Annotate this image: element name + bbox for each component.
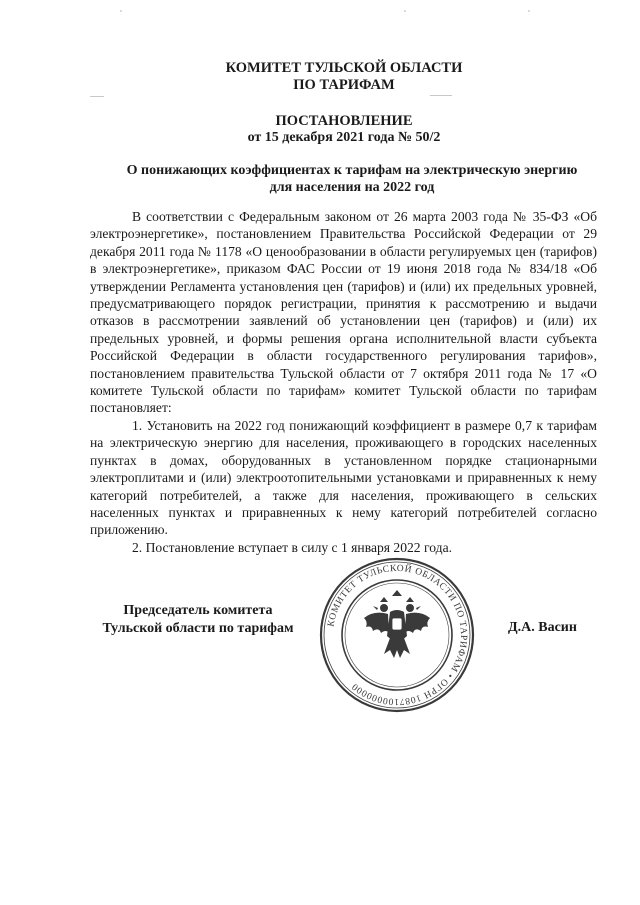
issuing-organization [0,60,640,94]
document-body [90,208,597,556]
signatory-name: Д.А. Васин [508,620,577,635]
document-date-number: от 15 декабря 2021 года № 50/2 [247,130,441,145]
signatory-title [82,602,314,638]
org-name-line-2: ПО ТАРИФАМ [293,77,395,93]
scan-artifact-line [430,95,452,96]
scan-speck [528,10,530,12]
preamble-paragraph: В соответствии с Федеральным законом от 26 марта 2003 года № 35-ФЗ «Об электроэнергетике», постановлением Правительства Российской Федерации от 29 декабря 2011 года № 1178 «О ценообразовании в области регулируемых цен (тарифов) в электроэнергетике», приказом ФАС России от 19 июня 2018 года № 834/18 «Об утверждении Регламента установления цен (тарифов) и (или) их предельных уровней, предусматривающего порядок регистрации, принятия к рассмотрению и выдачи отказов в рассмотрении заявлений об установлении цен (тарифов) и (или) их предельных уровней, и формы решения органа исполнительной власти субъекта Российской Федерации в области государственного регулирования тарифов», постановлением правительства Тульской области от 7 октября 2011 года № 17 «О комитете Тульской области по тарифам» комитет Тульской области по тарифам постановляет: [90,209,597,416]
scan-artifact-line [90,96,104,97]
official-seal-stamp [318,556,476,714]
signatory-title-line-2: Тульской области по тарифам [102,621,294,636]
signatory-title-line-1: Председатель комитета [123,603,273,618]
coat-of-arms-eagle-icon [364,590,430,658]
org-name-line-1: КОМИТЕТ ТУЛЬСКОЙ ОБЛАСТИ [225,60,463,76]
subject-line-1: О понижающих коэффициентах к тарифам на электрическую энергию [126,163,578,178]
document-subject [92,162,612,196]
resolution-item-1: 1. Установить на 2022 год понижающий коэффициент в размере 0,7 к тарифам на электрическую энергию для населения, проживающего в городских населенных пунктах в домах, оборудованных в установленном порядке стационарными электроплитами и (или) электроотопительными установками и приравненных к нему категорий потребителей, а также для населения, проживающего в сельских населенных пунктах и приравненных к нему категорий потребителей согласно приложению. [90,417,597,538]
seal-ring-text: КОМИТЕТ ТУЛЬСКОЙ ОБЛАСТИ ПО ТАРИФАМ • ОГРН 1087100000000 [326,563,469,707]
scan-speck [120,10,122,12]
subject-line-2: для населения на 2022 год [269,180,435,195]
resolution-item-2: 2. Постановление вступает в силу с 1 января 2022 года. [132,539,452,555]
document-type: ПОСТАНОВЛЕНИЕ [275,113,413,129]
scan-speck [404,10,406,12]
